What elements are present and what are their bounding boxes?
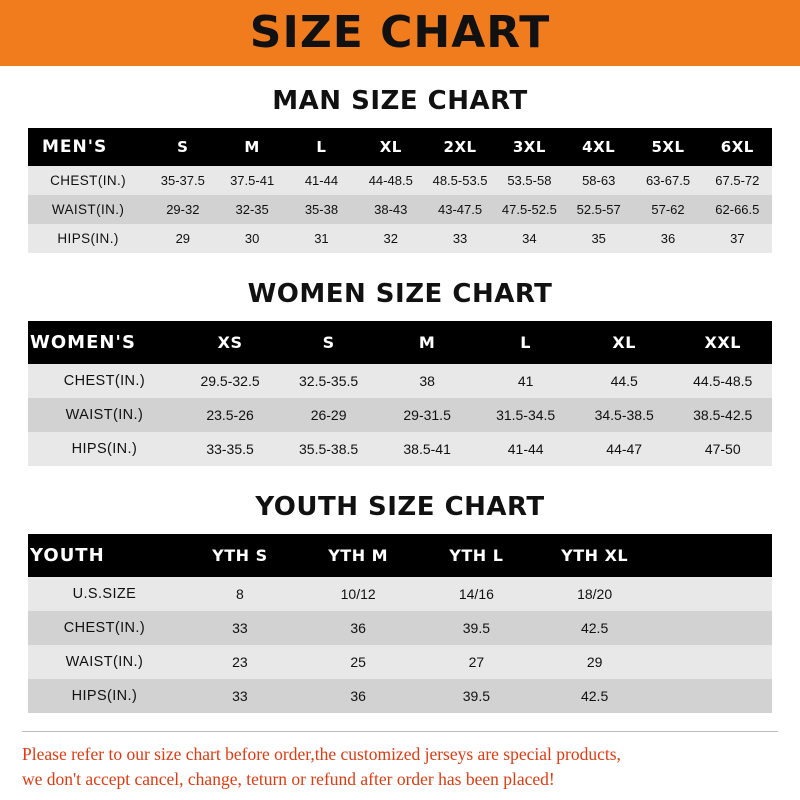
footer-note-line-2: we don't accept cancel, change, teturn or refund after order has been placed! bbox=[22, 768, 555, 789]
cell: 44.5-48.5 bbox=[673, 364, 772, 398]
row-label: HIPS(IN.) bbox=[28, 432, 181, 466]
cell: 27 bbox=[417, 645, 535, 679]
cell: 31 bbox=[287, 224, 356, 253]
table-header-row bbox=[28, 321, 772, 364]
cell: 33-35.5 bbox=[181, 432, 280, 466]
cell: 53.5-58 bbox=[495, 166, 564, 195]
column-header: WOMEN'S bbox=[28, 321, 181, 364]
cell: 23 bbox=[181, 645, 299, 679]
cell: 38.5-41 bbox=[378, 432, 477, 466]
table-row bbox=[28, 432, 772, 466]
column-header: 2XL bbox=[425, 128, 494, 166]
cell: 57-62 bbox=[633, 195, 702, 224]
cell: 31.5-34.5 bbox=[476, 398, 575, 432]
cell: 36 bbox=[299, 679, 417, 713]
row-label: U.S.SIZE bbox=[28, 577, 181, 611]
table-row bbox=[28, 611, 772, 645]
table-women bbox=[28, 321, 772, 466]
cell: 38-43 bbox=[356, 195, 425, 224]
column-header: XL bbox=[356, 128, 425, 166]
cell: 32.5-35.5 bbox=[279, 364, 378, 398]
table-row bbox=[28, 195, 772, 224]
cell: 43-47.5 bbox=[425, 195, 494, 224]
table-row bbox=[28, 224, 772, 253]
size-table-man bbox=[28, 128, 772, 253]
row-label: CHEST(IN.) bbox=[28, 611, 181, 645]
cell: 29 bbox=[536, 645, 654, 679]
cell: 29.5-32.5 bbox=[181, 364, 280, 398]
cell: 23.5-26 bbox=[181, 398, 280, 432]
column-header: 3XL bbox=[495, 128, 564, 166]
cell: 63-67.5 bbox=[633, 166, 702, 195]
cell-empty bbox=[654, 577, 772, 611]
cell: 41-44 bbox=[287, 166, 356, 195]
column-header: 5XL bbox=[633, 128, 702, 166]
table-header-row bbox=[28, 534, 772, 577]
cell: 33 bbox=[425, 224, 494, 253]
column-header: M bbox=[217, 128, 286, 166]
cell: 39.5 bbox=[417, 611, 535, 645]
size-table-women bbox=[28, 321, 772, 466]
table-row bbox=[28, 398, 772, 432]
cell: 38 bbox=[378, 364, 477, 398]
section-title-women: WOMEN SIZE CHART bbox=[247, 279, 553, 309]
cell: 36 bbox=[633, 224, 702, 253]
cell: 42.5 bbox=[536, 679, 654, 713]
cell: 38.5-42.5 bbox=[673, 398, 772, 432]
column-header-empty bbox=[654, 534, 772, 577]
size-table-youth bbox=[28, 534, 772, 713]
cell-empty bbox=[654, 679, 772, 713]
row-label: WAIST(IN.) bbox=[28, 398, 181, 432]
cell: 18/20 bbox=[536, 577, 654, 611]
column-header: YTH M bbox=[299, 534, 417, 577]
cell: 33 bbox=[181, 611, 299, 645]
row-label: CHEST(IN.) bbox=[28, 166, 148, 195]
section-title-man: MAN SIZE CHART bbox=[272, 86, 528, 116]
table-row bbox=[28, 166, 772, 195]
page-title: SIZE CHART bbox=[249, 7, 551, 58]
cell: 44-48.5 bbox=[356, 166, 425, 195]
column-header: 4XL bbox=[564, 128, 633, 166]
cell: 47-50 bbox=[673, 432, 772, 466]
cell: 33 bbox=[181, 679, 299, 713]
cell: 37.5-41 bbox=[217, 166, 286, 195]
row-label: WAIST(IN.) bbox=[28, 645, 181, 679]
cell: 44-47 bbox=[575, 432, 674, 466]
cell: 58-63 bbox=[564, 166, 633, 195]
cell: 26-29 bbox=[279, 398, 378, 432]
column-header: YOUTH bbox=[28, 534, 181, 577]
column-header: S bbox=[148, 128, 217, 166]
cell: 35 bbox=[564, 224, 633, 253]
cell: 67.5-72 bbox=[703, 166, 772, 195]
banner-left-accent bbox=[0, 0, 28, 66]
cell: 25 bbox=[299, 645, 417, 679]
table-row bbox=[28, 364, 772, 398]
column-header: L bbox=[476, 321, 575, 364]
cell: 34.5-38.5 bbox=[575, 398, 674, 432]
footer-note-line-1: Please refer to our size chart before order,the customized jerseys are special products, bbox=[22, 744, 621, 764]
row-label: CHEST(IN.) bbox=[28, 364, 181, 398]
cell-empty bbox=[654, 645, 772, 679]
row-label: HIPS(IN.) bbox=[28, 224, 148, 253]
cell: 41-44 bbox=[476, 432, 575, 466]
cell: 35.5-38.5 bbox=[279, 432, 378, 466]
table-row bbox=[28, 577, 772, 611]
cell: 37 bbox=[703, 224, 772, 253]
cell: 48.5-53.5 bbox=[425, 166, 494, 195]
cell: 35-37.5 bbox=[148, 166, 217, 195]
cell: 35-38 bbox=[287, 195, 356, 224]
column-header: L bbox=[287, 128, 356, 166]
section-title-youth: YOUTH SIZE CHART bbox=[255, 492, 545, 522]
cell: 29 bbox=[148, 224, 217, 253]
cell: 10/12 bbox=[299, 577, 417, 611]
column-header: XL bbox=[575, 321, 674, 364]
cell: 32 bbox=[356, 224, 425, 253]
cell: 36 bbox=[299, 611, 417, 645]
column-header: MEN'S bbox=[28, 128, 148, 166]
column-header: YTH S bbox=[181, 534, 299, 577]
cell: 42.5 bbox=[536, 611, 654, 645]
cell: 52.5-57 bbox=[564, 195, 633, 224]
row-label: HIPS(IN.) bbox=[28, 679, 181, 713]
table-row bbox=[28, 679, 772, 713]
cell: 39.5 bbox=[417, 679, 535, 713]
column-header: YTH XL bbox=[536, 534, 654, 577]
cell: 14/16 bbox=[417, 577, 535, 611]
banner bbox=[0, 0, 800, 66]
cell-empty bbox=[654, 611, 772, 645]
column-header: M bbox=[378, 321, 477, 364]
cell: 32-35 bbox=[217, 195, 286, 224]
cell: 47.5-52.5 bbox=[495, 195, 564, 224]
row-label: WAIST(IN.) bbox=[28, 195, 148, 224]
footer-note bbox=[22, 731, 778, 792]
cell: 29-31.5 bbox=[378, 398, 477, 432]
column-header: YTH L bbox=[417, 534, 535, 577]
cell: 34 bbox=[495, 224, 564, 253]
column-header: 6XL bbox=[703, 128, 772, 166]
column-header: XS bbox=[181, 321, 280, 364]
table-youth bbox=[28, 534, 772, 713]
cell: 30 bbox=[217, 224, 286, 253]
column-header: S bbox=[279, 321, 378, 364]
cell: 62-66.5 bbox=[703, 195, 772, 224]
cell: 44.5 bbox=[575, 364, 674, 398]
column-header: XXL bbox=[673, 321, 772, 364]
table-man bbox=[28, 128, 772, 253]
cell: 29-32 bbox=[148, 195, 217, 224]
table-header-row bbox=[28, 128, 772, 166]
cell: 41 bbox=[476, 364, 575, 398]
cell: 8 bbox=[181, 577, 299, 611]
table-row bbox=[28, 645, 772, 679]
